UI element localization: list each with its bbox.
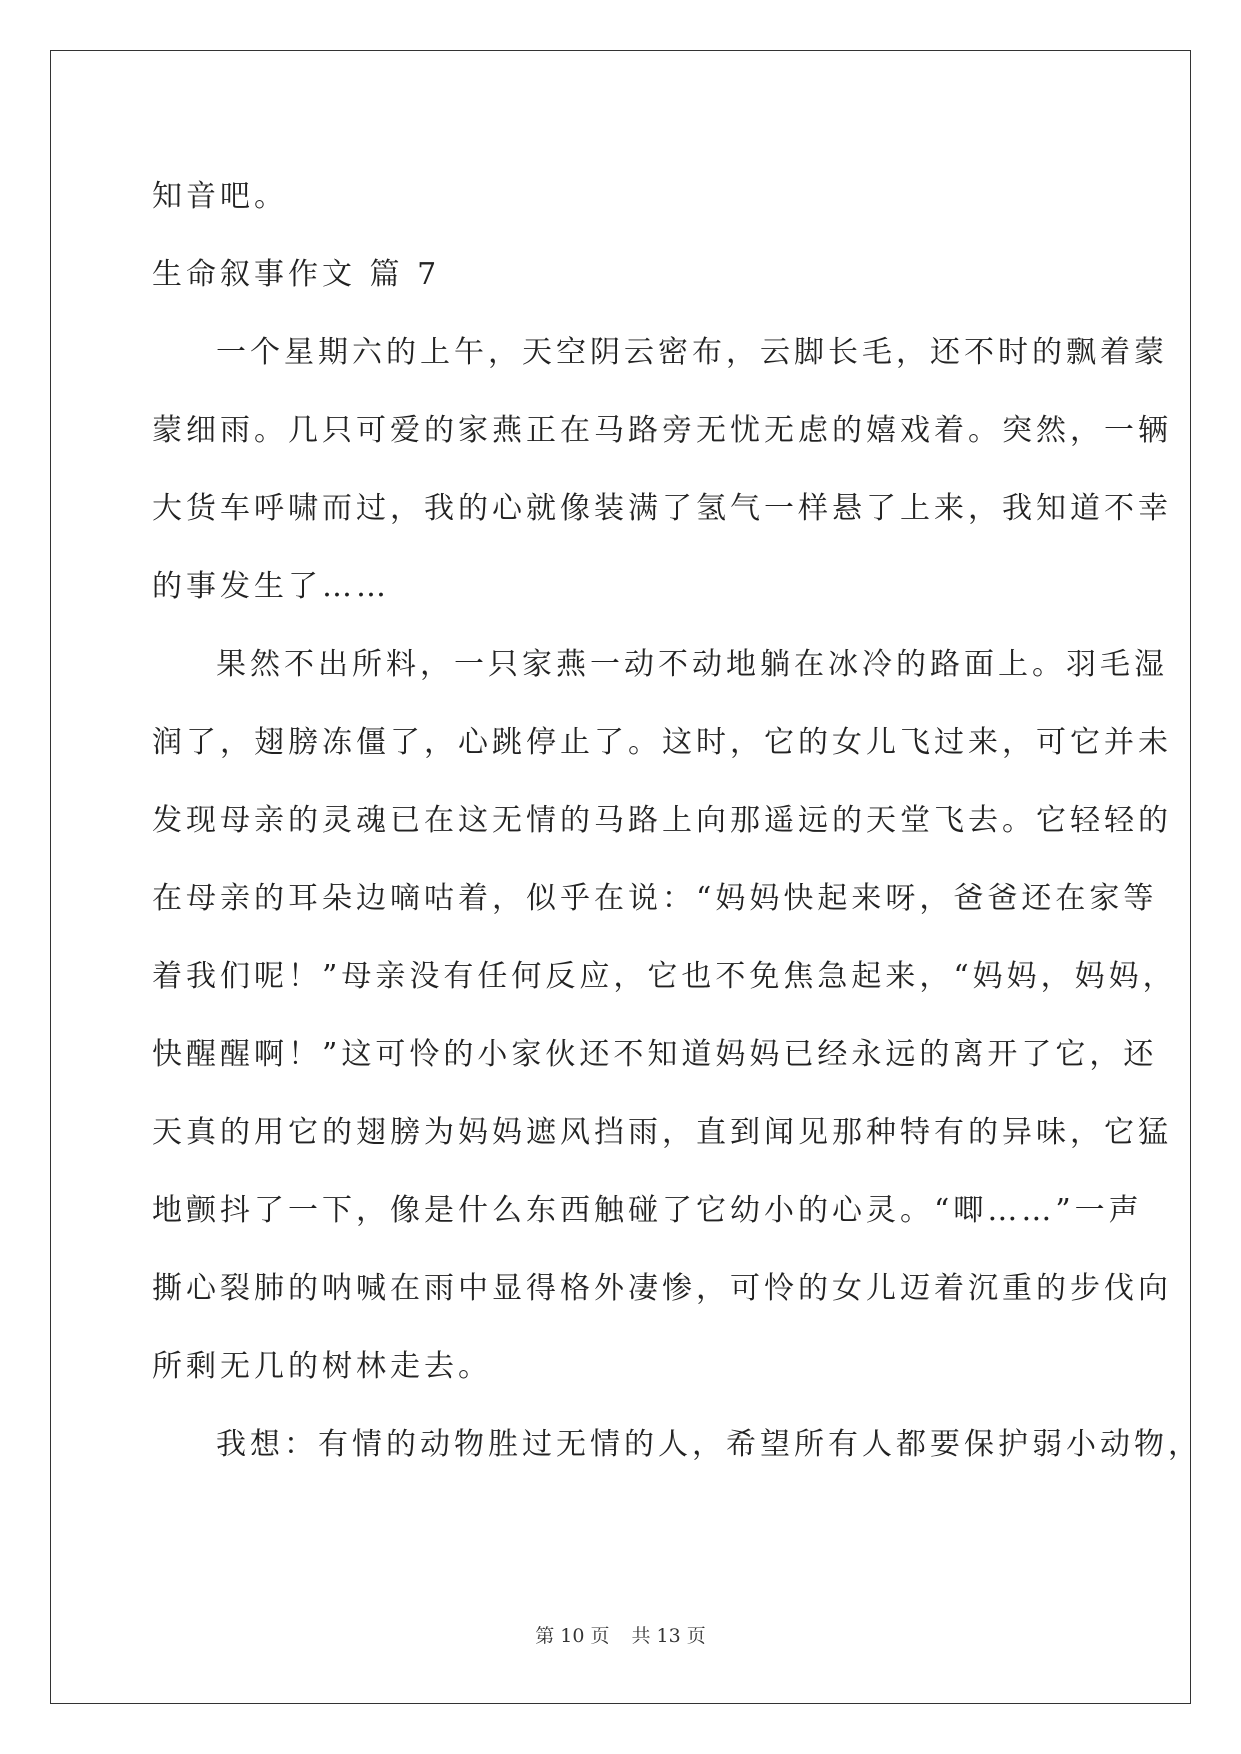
paragraph-first-line: 我想：有情的动物胜过无情的人，希望所有人都要保护弱小动物，: [216, 1427, 1202, 1462]
section-heading: 生命叙事作文 篇 7: [152, 257, 441, 292]
text-line: 润了，翅膀冻僵了，心跳停止了。这时，它的女儿飞过来，可它并未: [152, 725, 1172, 760]
text-line: 发现母亲的灵魂已在这无情的马路上向那遥远的天堂飞去。它轻轻的: [152, 803, 1172, 838]
text-line: 撕心裂肺的呐喊在雨中显得格外凄惨，可怜的女儿迈着沉重的步伐向: [152, 1271, 1172, 1306]
text-line: 天真的用它的翅膀为妈妈遮风挡雨，直到闻见那种特有的异味，它猛: [152, 1115, 1172, 1150]
page-footer: [0, 1621, 1241, 1648]
text-line: 在母亲的耳朵边嘀咕着，似乎在说：“妈妈快起来呀，爸爸还在家等: [152, 881, 1158, 916]
text-line: 着我们呢！”母亲没有任何反应，它也不免焦急起来，“妈妈，妈妈，: [152, 959, 1177, 994]
text-line: 地颤抖了一下，像是什么东西触碰了它幼小的心灵。“唧……”一声: [152, 1193, 1143, 1228]
text-line: 蒙细雨。几只可爱的家燕正在马路旁无忧无虑的嬉戏着。突然，一辆: [152, 413, 1172, 448]
document-body: [152, 158, 1202, 1484]
paragraph-first-line: 果然不出所料，一只家燕一动不动地躺在冰冷的路面上。羽毛湿: [216, 647, 1168, 682]
text-line: 的事发生了……: [152, 569, 390, 604]
text-line: 所剩无几的树林走去。: [152, 1349, 492, 1384]
text-line: 大货车呼啸而过，我的心就像装满了氢气一样悬了上来，我知道不幸: [152, 491, 1172, 526]
page-total: 共 13 页: [631, 1625, 706, 1647]
text-line: 知音吧。: [152, 179, 288, 214]
text-line: 快醒醒啊！”这可怜的小家伙还不知道妈妈已经永远的离开了它，还: [152, 1037, 1158, 1072]
paragraph-first-line: 一个星期六的上午，天空阴云密布，云脚长毛，还不时的飘着蒙: [216, 335, 1168, 370]
page-number: 第 10 页: [535, 1625, 610, 1647]
